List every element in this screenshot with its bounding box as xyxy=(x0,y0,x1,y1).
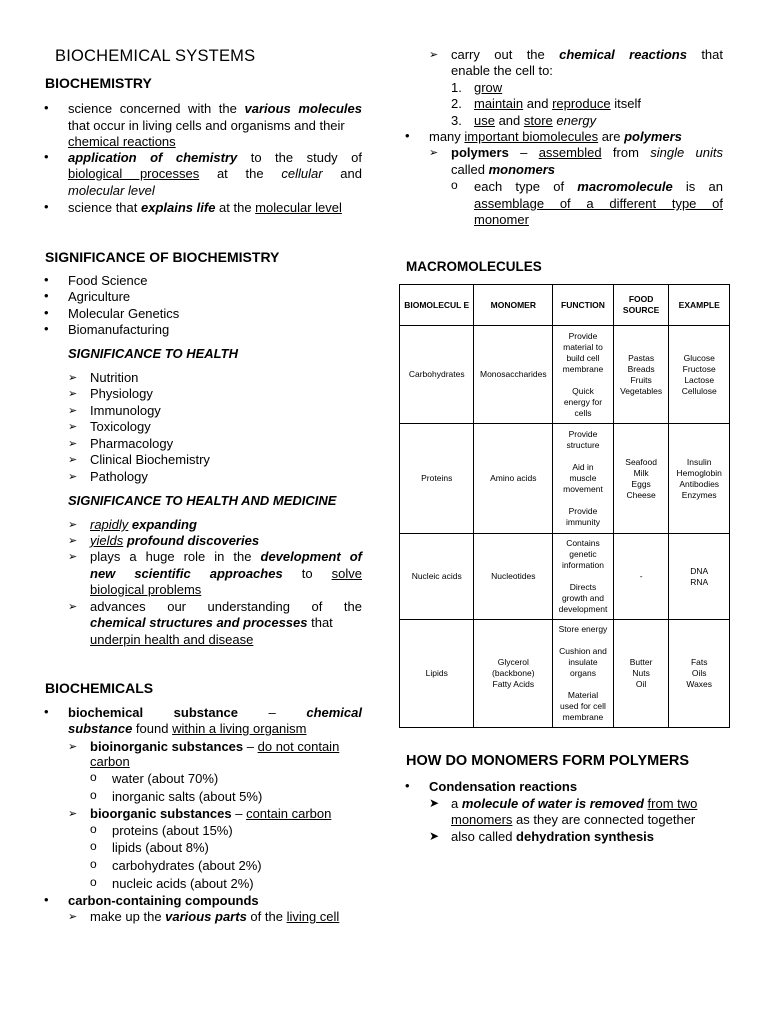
table-cell xyxy=(669,534,730,620)
table-cell-line: Breads xyxy=(627,363,655,374)
table-cell-line xyxy=(554,375,612,386)
table-cell-line: Pastas xyxy=(628,352,655,363)
table-cell xyxy=(613,534,669,620)
table-cell-line: structure xyxy=(566,440,600,450)
table-cell-line: Butter xyxy=(629,657,653,667)
inorganic-item: inorganic salts (about 5%) xyxy=(112,789,263,804)
table-cell-line: Provide xyxy=(568,330,598,341)
table-cell-line xyxy=(554,635,612,646)
table-cell-line: muscle xyxy=(569,473,597,483)
health-heading: SIGNIFICANCE TO HEALTH xyxy=(68,346,238,361)
arrow-icon: ➢ xyxy=(68,471,78,483)
table-cell xyxy=(613,326,669,424)
table-cell-line: Fatty Acids xyxy=(492,679,535,689)
table-cell: Proteins xyxy=(400,424,474,534)
table-cell-line: Antibodies xyxy=(679,478,720,489)
arrow-icon: ➢ xyxy=(68,421,78,433)
table-cell-line: organs xyxy=(569,668,596,678)
organic-item: lipids (about 8%) xyxy=(112,840,209,855)
significance-heading: SIGNIFICANCE OF BIOCHEMISTRY xyxy=(45,249,280,265)
arrow-icon: ➢ xyxy=(68,519,78,531)
table-cell-line: Hemoglobin xyxy=(676,467,722,478)
condensation-sub-2: also called dehydration synthesis xyxy=(451,829,655,844)
table-cell-line: RNA xyxy=(690,576,709,587)
table-cell xyxy=(669,620,730,728)
numbered-item: 3. xyxy=(451,113,462,128)
macromolecules-heading: MACROMOLECULES xyxy=(406,259,542,274)
table-cell-line: membrane xyxy=(562,712,604,722)
arrow-icon: ➤ xyxy=(429,829,440,843)
table-cell-line: Fructose xyxy=(682,363,716,374)
table-row xyxy=(400,534,730,620)
macromolecules-table xyxy=(399,284,730,728)
table-cell: Amino acids xyxy=(474,424,553,534)
numbered-item-text: use and store energy xyxy=(474,113,597,128)
table-cell-line: Lactose xyxy=(684,374,715,385)
table-header: FUNCTION xyxy=(553,285,614,326)
macromolecule-line-b: assemblage of a different type of xyxy=(474,196,723,211)
bioinorganic-b: carbon xyxy=(90,754,130,769)
biochemical-substance-b: substance found within a living organism xyxy=(68,721,307,736)
circle-bullet-icon: o xyxy=(90,839,97,853)
table-cell-line xyxy=(554,679,612,690)
biochemicals-heading: BIOCHEMICALS xyxy=(45,680,154,696)
biochemistry-heading: BIOCHEMISTRY xyxy=(45,75,152,91)
table-header: BIOMOLECUL E xyxy=(400,285,474,326)
polymers-sub: polymers – assembled from single units xyxy=(451,145,723,160)
circle-bullet-icon: o xyxy=(90,822,97,836)
biochemical-substance: biochemical substance – chemical xyxy=(68,705,362,720)
table-cell: Lipids xyxy=(400,620,474,728)
bullet-icon: • xyxy=(44,321,49,336)
table-cell xyxy=(613,620,669,728)
health-item: Pharmacology xyxy=(90,436,174,451)
table-cell-line: Aid in xyxy=(572,462,594,472)
table-cell-line: genetic xyxy=(569,549,597,559)
circle-bullet-icon: o xyxy=(451,178,458,192)
numbered-item: 2. xyxy=(451,96,462,111)
table-cell-line: Seafood xyxy=(625,456,657,467)
arrow-icon: ➢ xyxy=(68,438,78,450)
table-header-row xyxy=(400,285,730,326)
table-cell xyxy=(553,326,614,424)
macromolecule-line-c: monomer xyxy=(474,212,529,227)
hm-item-2: yields profound discoveries xyxy=(90,533,260,548)
numbered-item: 1. xyxy=(451,80,462,95)
table-cell-line: Enzymes xyxy=(681,489,717,500)
arrow-icon: ➤ xyxy=(429,796,440,810)
bullet-icon: • xyxy=(44,288,49,303)
table-cell-line: Glycerol xyxy=(497,657,529,667)
bullet-icon: • xyxy=(44,704,49,719)
biochem-def-1: science concerned with the various molecules xyxy=(68,101,362,116)
hm-item-4c: underpin health and disease xyxy=(90,632,254,647)
table-row xyxy=(400,424,730,534)
hm-item-4b: chemical structures and processes that xyxy=(90,615,333,630)
table-row xyxy=(400,326,730,424)
biochem-def-2b: biological processes at the cellular and xyxy=(68,166,362,181)
significance-item: Biomanufacturing xyxy=(68,322,170,337)
biochem-def-2c: molecular level xyxy=(68,183,155,198)
biochem-def-3: science that explains life at the molecular level xyxy=(68,200,342,215)
health-item: Pathology xyxy=(90,469,148,484)
table-cell-line: Milk xyxy=(633,467,649,478)
bullet-icon: • xyxy=(405,778,410,793)
condensation-sub-1b: monomers as they are connected together xyxy=(451,812,696,827)
table-cell-line: energy for xyxy=(563,396,603,407)
table-cell xyxy=(613,424,669,534)
table-cell-line: Contains xyxy=(566,538,600,548)
table-cell xyxy=(553,620,614,728)
arrow-icon: ➢ xyxy=(429,49,439,61)
table-cell-line: Store energy xyxy=(558,624,608,634)
hm-item-4: advances our understanding of the xyxy=(90,599,362,614)
health-item: Clinical Biochemistry xyxy=(90,452,210,467)
table-cell-line: Fruits xyxy=(630,374,652,385)
organic-item: proteins (about 15%) xyxy=(112,823,233,838)
table-cell-line: Cheese xyxy=(626,489,656,500)
organic-item: carbohydrates (about 2%) xyxy=(112,858,262,873)
table-cell-line: material to xyxy=(563,341,603,352)
table-cell-line: growth and xyxy=(561,593,604,603)
table-cell-line xyxy=(554,451,612,462)
arrow-icon: ➢ xyxy=(68,372,78,384)
table-cell-line: Material xyxy=(567,690,599,700)
bioorganic: bioorganic substances – contain carbon xyxy=(90,806,332,821)
table-cell xyxy=(474,620,553,728)
carbon-sub: make up the various parts of the living cell xyxy=(90,909,340,924)
table-cell-line: immunity xyxy=(565,517,600,527)
bioinorganic: bioinorganic substances – do not contain xyxy=(90,739,340,754)
hm-item-3: plays a huge role in the development of xyxy=(90,549,362,564)
chemical-reactions-b: enable the cell to: xyxy=(451,63,553,78)
arrow-icon: ➢ xyxy=(68,551,78,563)
health-item: Physiology xyxy=(90,386,153,401)
table-cell-line xyxy=(554,495,612,506)
table-cell-line: DNA xyxy=(690,565,709,576)
table-row xyxy=(400,620,730,728)
arrow-icon: ➢ xyxy=(68,388,78,400)
health-item: Toxicology xyxy=(90,419,151,434)
table-cell-line: membrane xyxy=(562,363,604,374)
arrow-icon: ➢ xyxy=(68,911,78,923)
table-cell: Nucleic acids xyxy=(400,534,474,620)
table-cell xyxy=(553,534,614,620)
inorganic-item: water (about 70%) xyxy=(112,771,219,786)
table-cell-line: Insulin xyxy=(686,456,712,467)
hm-item-3b: new scientific approaches to solve xyxy=(90,566,362,581)
biochem-def-2: application of chemistry to the study of xyxy=(68,150,362,165)
biochem-def-1b: that occur in living cells and organisms and their xyxy=(68,118,345,133)
hm-item-1: rapidly expanding xyxy=(90,517,197,532)
table-cell-line: Waxes xyxy=(686,679,713,689)
circle-bullet-icon: o xyxy=(90,788,97,802)
table-cell-line: - xyxy=(639,571,643,581)
table-cell-line: Cushion and xyxy=(559,646,607,656)
significance-item: Molecular Genetics xyxy=(68,306,180,321)
table-cell-line: (backbone) xyxy=(492,668,535,678)
table-cell-line: Quick xyxy=(572,385,594,396)
arrow-icon: ➢ xyxy=(68,808,78,820)
bullet-icon: • xyxy=(44,100,49,115)
page-title: BIOCHEMICAL SYSTEMS xyxy=(55,47,256,65)
bullet-icon: • xyxy=(44,272,49,287)
table-cell-line: cells xyxy=(574,407,592,418)
table-cell: Carbohydrates xyxy=(400,326,474,424)
table-header: FOOD SOURCE xyxy=(613,285,669,326)
monomers-heading: HOW DO MONOMERS FORM POLYMERS xyxy=(406,753,690,769)
table-cell-line: development xyxy=(558,604,608,614)
table-cell xyxy=(553,424,614,534)
health-item: Immunology xyxy=(90,403,161,418)
bullet-icon: • xyxy=(44,149,49,164)
bullet-icon: • xyxy=(44,199,49,214)
condensation-reactions: Condensation reactions xyxy=(429,779,578,794)
bullet-icon: • xyxy=(44,305,49,320)
arrow-icon: ➢ xyxy=(68,741,78,753)
significance-item: Agriculture xyxy=(68,289,131,304)
bullet-icon: • xyxy=(44,892,49,907)
table-cell-line: Glucose xyxy=(683,352,715,363)
table-cell-line: Cellulose xyxy=(681,385,717,396)
hm-item-3c: biological problems xyxy=(90,582,202,597)
condensation-sub-1: a molecule of water is removed from two xyxy=(451,796,698,811)
table-cell xyxy=(669,326,730,424)
macromolecule-line: each type of macromolecule is an xyxy=(474,179,723,194)
table-cell xyxy=(669,424,730,534)
organic-item: nucleic acids (about 2%) xyxy=(112,876,254,891)
table-header: MONOMER xyxy=(474,285,553,326)
table-cell: Monosaccharides xyxy=(474,326,553,424)
circle-bullet-icon: o xyxy=(90,875,97,889)
table-cell-line: used for cell xyxy=(560,701,606,711)
table-cell-line: Fats xyxy=(690,657,708,667)
health-item: Nutrition xyxy=(90,370,139,385)
significance-item: Food Science xyxy=(68,273,148,288)
arrow-icon: ➢ xyxy=(68,601,78,613)
arrow-icon: ➢ xyxy=(68,454,78,466)
health-medicine-heading: SIGNIFICANCE TO HEALTH AND MEDICINE xyxy=(68,493,337,508)
polymers-sub-b: called monomers xyxy=(451,162,556,177)
table-cell-line: Eggs xyxy=(631,478,651,489)
table-header: EXAMPLE xyxy=(669,285,730,326)
chemical-reactions: carry out the chemical reactions that xyxy=(451,47,724,62)
carbon-compounds: carbon-containing compounds xyxy=(68,893,259,908)
table-cell-line: information xyxy=(561,560,604,570)
table-cell-line: Nuts xyxy=(632,668,650,678)
arrow-icon: ➢ xyxy=(429,147,439,159)
numbered-item-text: grow xyxy=(474,80,503,95)
arrow-icon: ➢ xyxy=(68,535,78,547)
table-cell-line: insulate xyxy=(568,657,598,667)
circle-bullet-icon: o xyxy=(90,857,97,871)
circle-bullet-icon: o xyxy=(90,770,97,784)
table-cell: Nucleotides xyxy=(474,534,553,620)
polymers-line: many important biomolecules are polymers xyxy=(429,129,682,144)
numbered-item-text: maintain and reproduce itself xyxy=(474,96,641,111)
table-cell-line: movement xyxy=(563,484,603,494)
table-cell-line: Oil xyxy=(635,679,647,689)
table-cell-line: Directs xyxy=(569,582,597,592)
table-cell-line: Provide xyxy=(568,429,598,439)
bullet-icon: • xyxy=(405,128,410,143)
table-cell-line xyxy=(554,571,612,582)
table-cell-line: build cell xyxy=(566,352,600,363)
table-cell-line: Provide xyxy=(568,506,598,516)
biochem-def-1c: chemical reactions xyxy=(68,134,176,149)
arrow-icon: ➢ xyxy=(68,405,78,417)
table-cell-line: Vegetables xyxy=(620,385,663,396)
table-cell-line: Oils xyxy=(691,668,707,678)
